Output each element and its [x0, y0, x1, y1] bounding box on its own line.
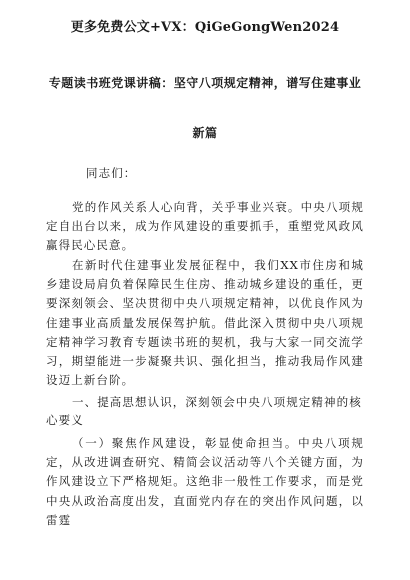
paragraph-1: 党的作风关系人心向背，关乎事业兴衰。中央八项规定自出台以来，成为作风建设的重要抓手，重塑党风政风赢得民心民意。: [46, 200, 364, 253]
document-title-line1: 专题读书班党课讲稿：坚守八项规定精神，谱写住建事业: [48, 76, 362, 90]
section-heading-1-continued: 心要义: [46, 413, 84, 427]
paragraph-2: 在新时代住建事业发展征程中，我们XX市住房和城乡建设局肩负着保障民生住房、推动城乡建设的重任，更要深刻领会、坚决贯彻中央八项规定精神，以优良作风为住建事业高质量发展保驾护航。借此深入贯彻中央八项规定精神学习教育专题读书班的契机，我与大家一同交流学习，期望能进一步凝聚共识、强化担当，推动我局作风建设迈上新台阶。: [46, 258, 364, 388]
salutation: 同志们：: [86, 166, 137, 180]
paragraph-3: （一）聚焦作风建设，彰显使命担当。中央八项规定，从改进调查研究、精简会议活动等八个关键方面，为作风建设立下严格规矩。这绝非一般性工作要求，而是党中央从政治高度出发，直面党内存在的突出作风问题，以雷霆: [46, 436, 364, 527]
watermark-header: 更多免费公文+VX：QiGeGongWen2024: [70, 20, 340, 35]
section-heading-1: 一、提高思想认识，深刻领会中央八项规定精神的核: [72, 395, 362, 409]
document-title-line2: 新篇: [192, 126, 218, 140]
